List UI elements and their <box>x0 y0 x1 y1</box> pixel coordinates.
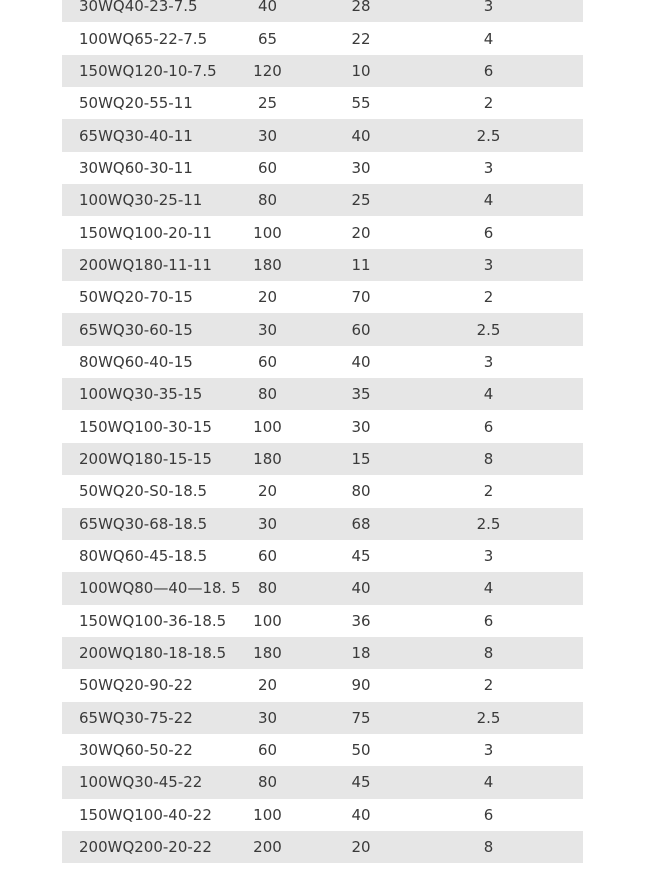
table-row <box>62 0 583 22</box>
model-cell: 150WQ120-10-7.5 <box>62 55 244 87</box>
flow-cell: 80 <box>244 766 291 798</box>
diameter-cell: 6 <box>431 55 546 87</box>
row-filler <box>546 734 583 766</box>
diameter-cell: 2.5 <box>431 119 546 151</box>
row-filler <box>546 766 583 798</box>
row-filler <box>546 540 583 572</box>
table-row <box>62 281 583 313</box>
head-cell: 10 <box>291 55 431 87</box>
row-filler <box>546 799 583 831</box>
flow-cell: 30 <box>244 313 291 345</box>
head-cell: 50 <box>351 741 371 760</box>
table-row <box>62 313 583 345</box>
diameter-cell: 2 <box>483 288 494 307</box>
row-filler <box>546 152 583 184</box>
diameter-cell: 2 <box>483 676 494 695</box>
row-filler <box>546 702 583 734</box>
diameter-cell: 4 <box>431 766 546 798</box>
table-row <box>62 831 583 863</box>
head-cell: 75 <box>291 702 431 734</box>
table-row <box>62 508 583 540</box>
row-filler <box>546 87 583 119</box>
model-cell: 200WQ180-11-11 <box>62 249 244 281</box>
flow-cell: 60 <box>257 158 278 177</box>
table-row <box>62 443 583 475</box>
diameter-cell: 6 <box>483 223 494 242</box>
flow-cell: 180 <box>244 637 291 669</box>
diameter-cell: 2.5 <box>431 508 546 540</box>
head-cell: 40 <box>291 119 431 151</box>
flow-cell: 40 <box>244 0 291 22</box>
flow-cell: 200 <box>244 831 291 863</box>
diameter-cell: 8 <box>431 443 546 475</box>
row-filler <box>546 669 583 701</box>
row-filler <box>546 0 583 22</box>
diameter-cell: 6 <box>483 805 494 824</box>
diameter-cell: 6 <box>483 417 494 436</box>
head-cell: 60 <box>291 313 431 345</box>
flow-cell: 65 <box>257 29 278 48</box>
model-cell: 50WQ20-55-11 <box>79 94 193 113</box>
model-cell: 65WQ30-40-11 <box>62 119 244 151</box>
table-row <box>62 55 583 87</box>
model-cell: 65WQ30-75-22 <box>62 702 244 734</box>
model-cell: 200WQ200-20-22 <box>62 831 244 863</box>
head-cell: 45 <box>291 766 431 798</box>
table-row <box>62 22 583 54</box>
table-row <box>62 87 583 119</box>
head-cell: 30 <box>351 417 371 436</box>
head-cell: 11 <box>291 249 431 281</box>
row-filler <box>546 281 583 313</box>
flow-cell: 25 <box>257 94 278 113</box>
head-cell: 35 <box>291 378 431 410</box>
model-cell: 100WQ30-45-22 <box>62 766 244 798</box>
flow-cell: 80 <box>244 378 291 410</box>
flow-cell: 100 <box>253 223 282 242</box>
flow-cell: 120 <box>244 55 291 87</box>
flow-cell: 30 <box>244 119 291 151</box>
head-cell: 15 <box>291 443 431 475</box>
head-cell: 68 <box>291 508 431 540</box>
flow-cell: 100 <box>253 611 282 630</box>
row-filler <box>546 410 583 442</box>
table-row <box>62 346 583 378</box>
model-cell: 65WQ30-68-18.5 <box>62 508 244 540</box>
flow-cell: 60 <box>257 741 278 760</box>
table-row <box>62 216 583 248</box>
flow-cell: 60 <box>257 352 278 371</box>
diameter-cell: 3 <box>483 741 494 760</box>
model-cell: 50WQ20-90-22 <box>79 676 193 695</box>
diameter-cell: 2 <box>483 482 494 501</box>
model-cell: 100WQ80—40—18. 5 <box>62 572 244 604</box>
table-row <box>62 669 583 701</box>
model-cell: 150WQ100-40-22 <box>79 805 212 824</box>
diameter-cell: 3 <box>431 249 546 281</box>
flow-cell: 100 <box>253 805 282 824</box>
head-cell: 40 <box>351 352 371 371</box>
table-row <box>62 734 583 766</box>
row-filler <box>546 22 583 54</box>
model-cell: 80WQ60-45-18.5 <box>79 547 208 566</box>
row-filler <box>546 605 583 637</box>
diameter-cell: 8 <box>431 831 546 863</box>
diameter-cell: 3 <box>483 158 494 177</box>
head-cell: 30 <box>351 158 371 177</box>
model-cell: 150WQ100-36-18.5 <box>79 611 227 630</box>
model-cell: 30WQ40-23-7.5 <box>62 0 244 22</box>
head-cell: 40 <box>291 572 431 604</box>
row-filler <box>546 572 583 604</box>
model-cell: 100WQ65-22-7.5 <box>79 29 208 48</box>
head-cell: 36 <box>351 611 371 630</box>
row-filler <box>546 249 583 281</box>
head-cell: 40 <box>351 805 371 824</box>
model-cell: 200WQ180-18-18.5 <box>62 637 244 669</box>
diameter-cell: 4 <box>483 29 494 48</box>
table-row <box>62 637 583 669</box>
table-row <box>62 540 583 572</box>
diameter-cell: 4 <box>431 378 546 410</box>
row-filler <box>546 475 583 507</box>
pump-spec-table <box>62 0 583 863</box>
model-cell: 200WQ180-15-15 <box>62 443 244 475</box>
table-row <box>62 799 583 831</box>
row-filler <box>546 831 583 863</box>
model-cell: 30WQ60-50-22 <box>79 741 193 760</box>
row-filler <box>546 216 583 248</box>
row-filler <box>546 119 583 151</box>
head-cell: 28 <box>291 0 431 22</box>
table-row <box>62 184 583 216</box>
head-cell: 20 <box>351 223 371 242</box>
row-filler <box>546 508 583 540</box>
flow-cell: 20 <box>257 288 278 307</box>
head-cell: 25 <box>291 184 431 216</box>
diameter-cell: 3 <box>483 352 494 371</box>
row-filler <box>546 443 583 475</box>
flow-cell: 20 <box>257 482 278 501</box>
table-row <box>62 605 583 637</box>
head-cell: 45 <box>351 547 371 566</box>
table-row <box>62 766 583 798</box>
table-row <box>62 378 583 410</box>
diameter-cell: 3 <box>483 547 494 566</box>
diameter-cell: 6 <box>483 611 494 630</box>
pump-spec-table-body <box>62 0 583 863</box>
row-filler <box>546 313 583 345</box>
model-cell: 150WQ100-30-15 <box>79 417 212 436</box>
flow-cell: 180 <box>244 443 291 475</box>
flow-cell: 30 <box>244 508 291 540</box>
head-cell: 20 <box>291 831 431 863</box>
diameter-cell: 4 <box>431 572 546 604</box>
model-cell: 150WQ100-20-11 <box>79 223 212 242</box>
model-cell: 100WQ30-35-15 <box>62 378 244 410</box>
model-cell: 50WQ20-70-15 <box>79 288 193 307</box>
model-cell: 30WQ60-30-11 <box>79 158 193 177</box>
diameter-cell: 2.5 <box>431 702 546 734</box>
row-filler <box>546 55 583 87</box>
table-row <box>62 152 583 184</box>
head-cell: 80 <box>351 482 371 501</box>
flow-cell: 20 <box>257 676 278 695</box>
table-row <box>62 702 583 734</box>
model-cell: 50WQ20-S0-18.5 <box>79 482 208 501</box>
diameter-cell: 2 <box>483 94 494 113</box>
row-filler <box>546 378 583 410</box>
flow-cell: 80 <box>244 572 291 604</box>
table-row <box>62 475 583 507</box>
model-cell: 80WQ60-40-15 <box>79 352 193 371</box>
row-filler <box>546 346 583 378</box>
table-row <box>62 119 583 151</box>
head-cell: 18 <box>291 637 431 669</box>
table-row <box>62 410 583 442</box>
head-cell: 90 <box>351 676 371 695</box>
table-row <box>62 572 583 604</box>
head-cell: 22 <box>351 29 371 48</box>
row-filler <box>546 184 583 216</box>
flow-cell: 30 <box>244 702 291 734</box>
diameter-cell: 2.5 <box>431 313 546 345</box>
head-cell: 70 <box>351 288 371 307</box>
head-cell: 55 <box>351 94 371 113</box>
model-cell: 100WQ30-25-11 <box>62 184 244 216</box>
table-row <box>62 249 583 281</box>
flow-cell: 60 <box>257 547 278 566</box>
row-filler <box>546 637 583 669</box>
flow-cell: 180 <box>244 249 291 281</box>
diameter-cell: 4 <box>431 184 546 216</box>
flow-cell: 80 <box>244 184 291 216</box>
flow-cell: 100 <box>253 417 282 436</box>
model-cell: 65WQ30-60-15 <box>62 313 244 345</box>
diameter-cell: 8 <box>431 637 546 669</box>
diameter-cell: 3 <box>431 0 546 22</box>
